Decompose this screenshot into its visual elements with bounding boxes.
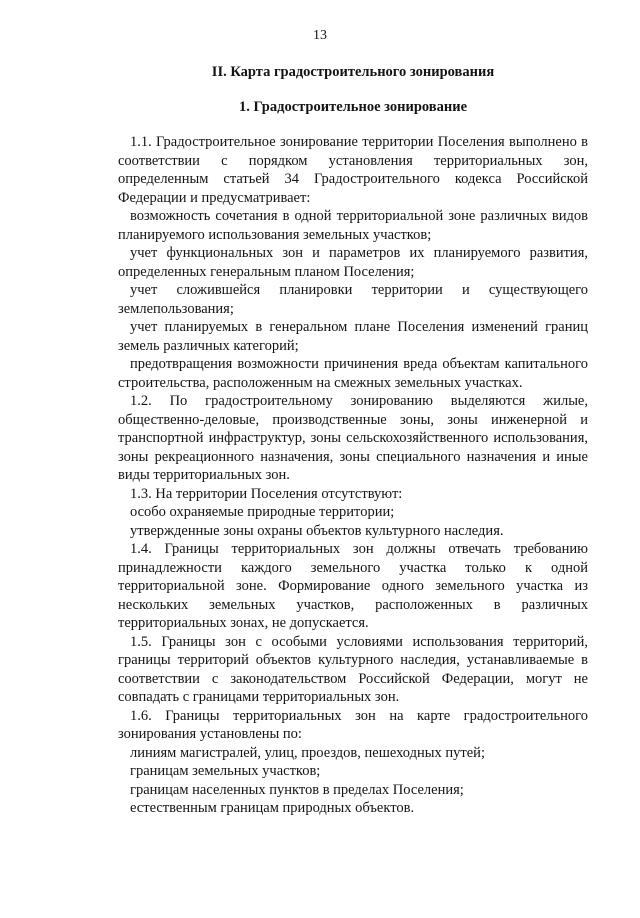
paragraph-1-4: 1.4. Границы территориальных зон должны отвечать требованию принадлежности каждого земельного участка только к одной территориальной зоне. Формирование одного земельного участка из нескольких земельных участков, расположенных в различных территориальных зонах, не допускается. xyxy=(118,541,588,631)
list-item: предотвращения возможности причинения вреда объектам капитального строительства, расположенным на смежных земельных участках. xyxy=(118,356,588,391)
paragraph-1-6: 1.6. Границы территориальных зон на карте градостроительного зонирования установлены по: xyxy=(118,707,588,742)
document-body xyxy=(118,133,588,818)
list-item: учет функциональных зон и параметров их планируемого развития, определенных генеральным планом Поселения; xyxy=(118,245,588,280)
paragraph-1-5: 1.5. Границы зон с особыми условиями использования территорий, границы территорий объектов культурного наследия, устанавливаемые в соответствии с законодательством Российской Федерации, могут не совпадать с границами территориальных зон. xyxy=(118,633,588,705)
list-item: особо охраняемые природные территории; xyxy=(130,504,395,520)
list-item: границам населенных пунктов в пределах Поселения; xyxy=(130,781,464,798)
page-number: 13 xyxy=(313,28,327,43)
list-item: учет планируемых в генеральном плане Поселения изменений границ земель различных категорий; xyxy=(118,319,588,354)
paragraph-1-1: 1.1. Градостроительное зонирование территории Поселения выполнено в соответствии с порядком установления территориальных зон, определенным статьей 34 Градостроительного кодекса Российской Федерации и предусматривает: xyxy=(118,134,588,206)
section-heading: II. Карта градостроительного зонирования xyxy=(211,64,495,80)
list-item: учет сложившейся планировки территории и существующего землепользования; xyxy=(118,282,588,317)
list-item: возможность сочетания в одной территориальной зоне различных видов планируемого использования земельных участков; xyxy=(118,208,588,243)
list-item: границам земельных участков; xyxy=(130,763,321,779)
list-item: линиям магистралей, улиц, проездов, пешеходных путей; xyxy=(130,744,485,761)
paragraph-1-2: 1.2. По градостроительному зонированию выделяются жилые, общественно-деловые, производственные зоны, зоны инженерной и транспортной инфраструктур, зоны сельскохозяйственного использования, зоны рекреационного назначения, зоны специального назначения и иные виды территориальных зон. xyxy=(118,393,588,483)
paragraph-1-3: 1.3. На территории Поселения отсутствуют: xyxy=(130,485,403,502)
list-item: утвержденные зоны охраны объектов культурного наследия. xyxy=(130,522,504,539)
list-item: естественным границам природных объектов. xyxy=(130,800,415,816)
subsection-heading: 1. Градостроительное зонирование xyxy=(238,99,468,115)
